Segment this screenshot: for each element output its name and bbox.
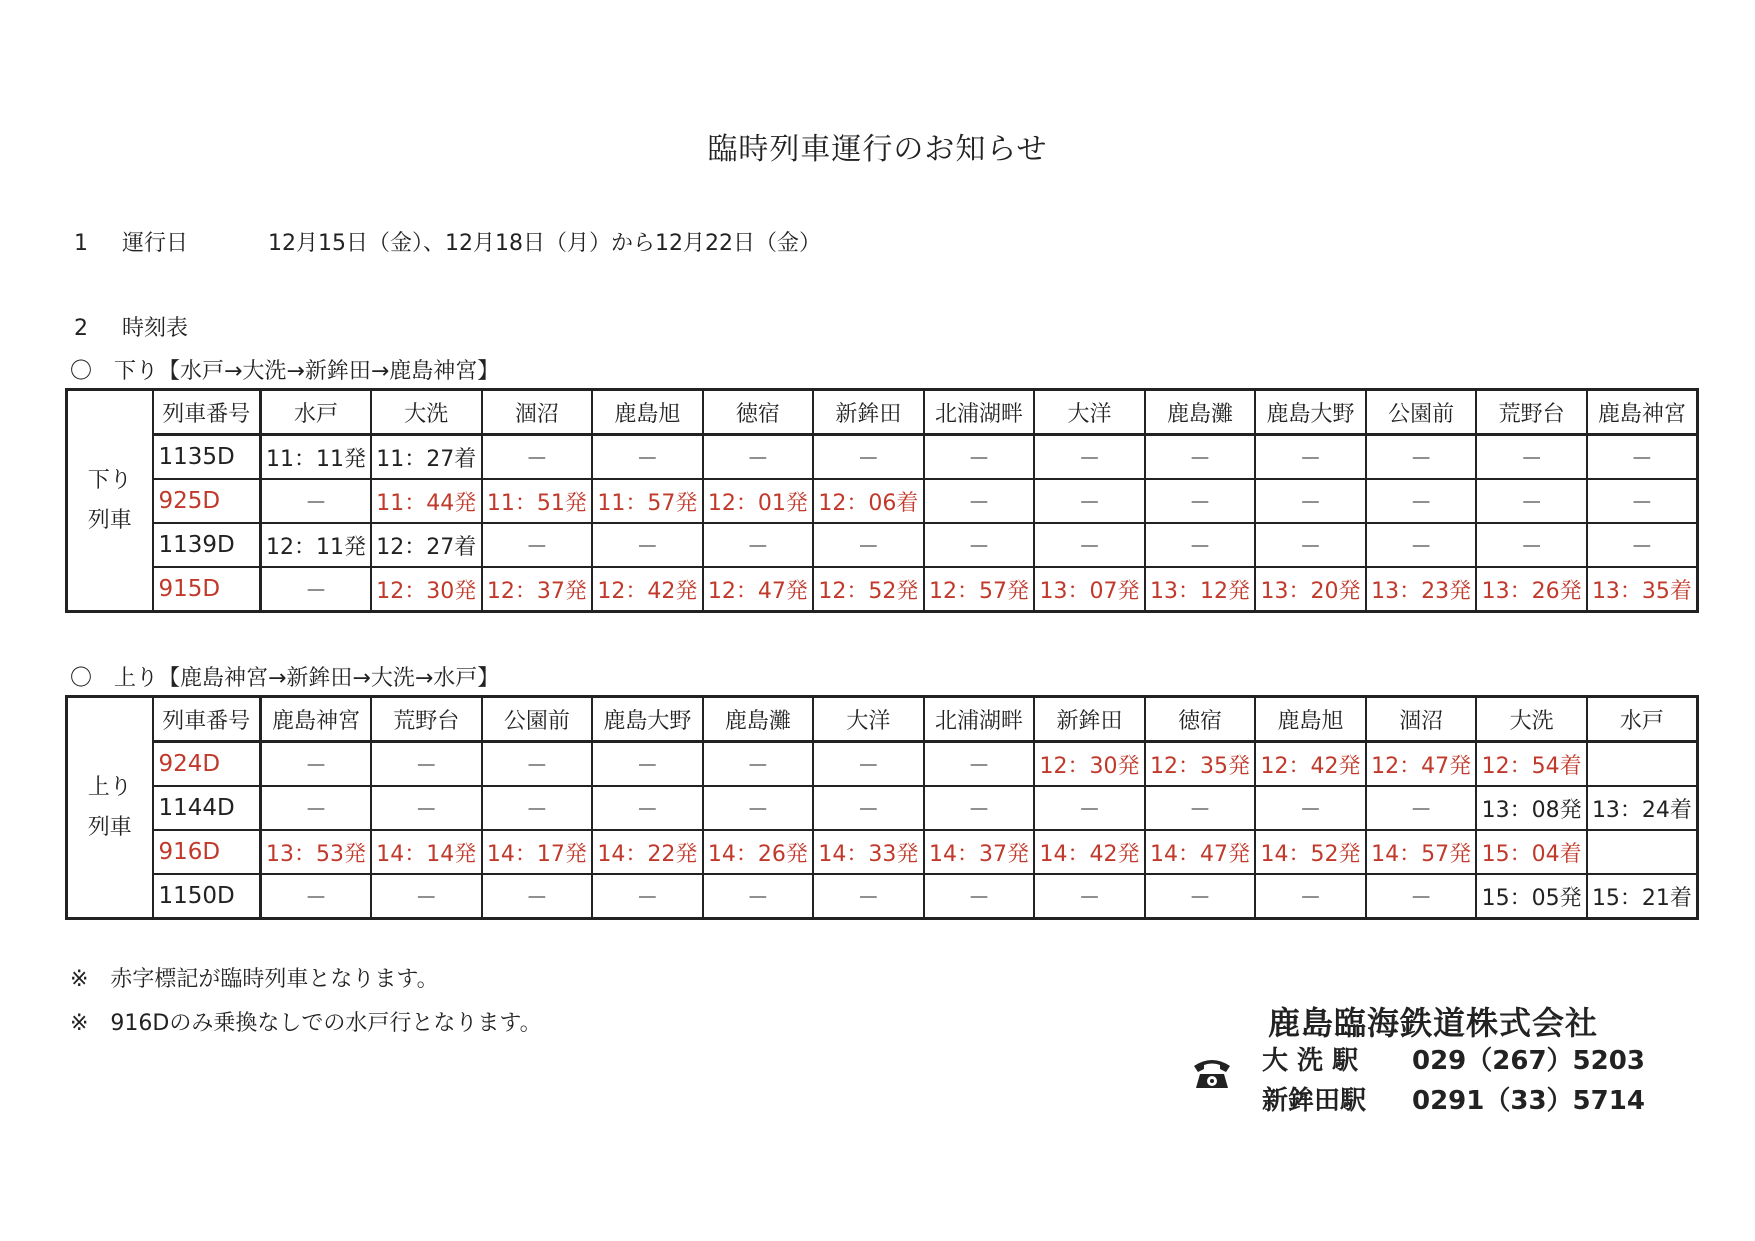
time-cell: 12：52発: [813, 567, 924, 612]
telephone-icon: [1190, 1052, 1234, 1092]
time-cell: －: [703, 742, 814, 787]
station-header: 水戸: [1587, 697, 1698, 742]
header-row: [67, 390, 1698, 435]
time-cell: 13：23発: [1366, 567, 1477, 612]
time-cell: 12：47発: [703, 567, 814, 612]
time-cell: －: [1255, 435, 1366, 480]
time-cell: －: [482, 742, 593, 787]
section-label: 運行日: [122, 231, 189, 256]
time-cell: －: [371, 742, 482, 787]
time-cell: 14：26発: [703, 830, 814, 874]
station-header: 鹿島旭: [1255, 697, 1366, 742]
train-row: [67, 479, 1698, 523]
time-cell: 15：04着: [1476, 830, 1587, 874]
operation-date-value: 12月15日（金）、12月18日（月）から12月22日（金）: [268, 231, 821, 256]
time-cell: 15：05発: [1476, 874, 1587, 919]
time-cell: －: [1145, 523, 1256, 567]
time-cell: 13：20発: [1255, 567, 1366, 612]
time-cell: －: [482, 786, 593, 830]
timetable-section: [74, 311, 188, 342]
time-cell: －: [1255, 523, 1366, 567]
time-cell: －: [261, 742, 372, 787]
station-header: 鹿島灘: [1145, 390, 1256, 435]
note-red-text: ※ 赤字標記が臨時列車となります。: [70, 967, 439, 992]
time-cell: －: [1476, 523, 1587, 567]
station-header: 新鉾田: [1034, 697, 1145, 742]
down-timetable: [65, 388, 1699, 613]
station-header: 涸沼: [482, 390, 593, 435]
time-cell: 11：27着: [371, 435, 482, 480]
time-cell: －: [1366, 523, 1477, 567]
section-number: 2: [74, 316, 88, 341]
time-cell: 12：01発: [703, 479, 814, 523]
time-cell: 13：35着: [1587, 567, 1698, 612]
time-cell: 12：42発: [1255, 742, 1366, 787]
train-number-header: 列車番号: [153, 390, 261, 435]
time-cell: －: [813, 874, 924, 919]
time-cell: －: [703, 435, 814, 480]
time-cell: －: [371, 786, 482, 830]
time-cell: 13：12発: [1145, 567, 1256, 612]
direction-label-line: 下り: [87, 467, 132, 493]
time-cell: －: [1145, 786, 1256, 830]
time-cell: 12：35発: [1145, 742, 1256, 787]
time-cell: 13：07発: [1034, 567, 1145, 612]
train-number: 925D: [153, 479, 261, 523]
time-cell: －: [1145, 479, 1256, 523]
time-cell: －: [1034, 479, 1145, 523]
time-cell: 14：22発: [592, 830, 703, 874]
time-cell: 13：53発: [261, 830, 372, 874]
station-header: 鹿島大野: [1255, 390, 1366, 435]
station-header: 鹿島神宮: [261, 697, 372, 742]
station-header: 大洗: [371, 390, 482, 435]
time-cell: －: [261, 567, 372, 612]
section-number: 1: [74, 231, 88, 256]
time-cell: 12：57発: [924, 567, 1035, 612]
time-cell: －: [592, 874, 703, 919]
contact-shinhokota: [1262, 1080, 1645, 1117]
time-cell: 11：57発: [592, 479, 703, 523]
time-cell: 12：47発: [1366, 742, 1477, 787]
time-cell: －: [924, 742, 1035, 787]
train-number: 924D: [153, 742, 261, 787]
train-number: 915D: [153, 567, 261, 612]
note-916d: ※ 916Dのみ乗換なしでの水戸行となります。: [70, 1011, 542, 1036]
time-cell: －: [924, 523, 1035, 567]
time-cell: －: [1476, 435, 1587, 480]
time-cell: －: [1034, 874, 1145, 919]
direction-label: [67, 697, 153, 919]
station-header: 徳宿: [703, 390, 814, 435]
station-header: 北浦湖畔: [924, 697, 1035, 742]
time-cell: －: [1255, 874, 1366, 919]
station-header: 新鉾田: [813, 390, 924, 435]
time-cell: 12：37発: [482, 567, 593, 612]
header-row: [67, 697, 1698, 742]
station-header: 公園前: [482, 697, 593, 742]
station-header: 徳宿: [1145, 697, 1256, 742]
train-number-header: 列車番号: [153, 697, 261, 742]
time-cell: 14：52発: [1255, 830, 1366, 874]
time-cell: 12：27着: [371, 523, 482, 567]
time-cell: 15：21着: [1587, 874, 1698, 919]
station-header: 荒野台: [1476, 390, 1587, 435]
time-cell: －: [924, 435, 1035, 480]
train-row: [67, 742, 1698, 787]
time-cell: －: [924, 479, 1035, 523]
time-cell: －: [813, 523, 924, 567]
time-cell: －: [261, 874, 372, 919]
contact-oarai: [1262, 1040, 1645, 1077]
time-cell: 13：24着: [1587, 786, 1698, 830]
time-cell: 14：47発: [1145, 830, 1256, 874]
time-cell: －: [592, 523, 703, 567]
page-title: 臨時列車運行のお知らせ: [707, 132, 1048, 167]
time-cell: 12：54着: [1476, 742, 1587, 787]
time-cell: －: [1587, 435, 1698, 480]
time-cell: －: [592, 786, 703, 830]
time-cell: －: [1366, 479, 1477, 523]
time-cell: 12：11発: [261, 523, 372, 567]
time-cell: 14：17発: [482, 830, 593, 874]
train-row: [67, 435, 1698, 480]
time-cell: －: [1145, 874, 1256, 919]
time-cell: －: [261, 786, 372, 830]
station-header: 大洋: [1034, 390, 1145, 435]
time-cell: －: [1145, 435, 1256, 480]
time-cell: －: [703, 786, 814, 830]
time-cell: －: [592, 435, 703, 480]
station-header: 鹿島灘: [703, 697, 814, 742]
time-cell: －: [813, 742, 924, 787]
contact-phone: 0291（33）5714: [1412, 1086, 1645, 1116]
contact-station: 大 洗 駅: [1262, 1046, 1359, 1076]
time-cell: 12：06着: [813, 479, 924, 523]
time-cell: －: [482, 874, 593, 919]
time-cell: －: [1587, 479, 1698, 523]
up-timetable: [65, 695, 1699, 920]
time-cell: －: [1366, 435, 1477, 480]
time-cell: －: [1034, 435, 1145, 480]
time-cell: －: [1587, 523, 1698, 567]
time-cell: －: [703, 874, 814, 919]
train-number: 1144D: [153, 786, 261, 830]
train-row: [67, 874, 1698, 919]
time-cell: 11：44発: [371, 479, 482, 523]
time-cell: －: [1476, 479, 1587, 523]
station-header: 水戸: [261, 390, 372, 435]
time-cell: －: [261, 479, 372, 523]
station-header: 大洗: [1476, 697, 1587, 742]
time-cell: －: [813, 435, 924, 480]
time-cell: －: [482, 435, 593, 480]
station-header: 鹿島旭: [592, 390, 703, 435]
station-header: 大洋: [813, 697, 924, 742]
time-cell: －: [1255, 786, 1366, 830]
time-cell: 14：37発: [924, 830, 1035, 874]
direction-label-line: 上り: [87, 774, 132, 800]
operation-date-line: [74, 226, 821, 257]
time-cell: 14：42発: [1034, 830, 1145, 874]
time-cell: －: [482, 523, 593, 567]
time-cell: －: [924, 786, 1035, 830]
time-cell: 14：14発: [371, 830, 482, 874]
station-header: 鹿島神宮: [1587, 390, 1698, 435]
time-cell: －: [1034, 786, 1145, 830]
direction-label-line: 列車: [87, 507, 132, 533]
time-cell: －: [924, 874, 1035, 919]
down-heading: 〇 下り【水戸→大洗→新鉾田→鹿島神宮】: [70, 359, 500, 384]
station-header: 荒野台: [371, 697, 482, 742]
up-heading: 〇 上り【鹿島神宮→新鉾田→大洗→水戸】: [70, 666, 500, 691]
train-number: 916D: [153, 830, 261, 874]
train-number: 1150D: [153, 874, 261, 919]
train-row: [67, 830, 1698, 874]
contact-phone: 029（267）5203: [1412, 1046, 1645, 1076]
time-cell: [1587, 742, 1698, 787]
contact-station: 新鉾田駅: [1262, 1086, 1367, 1116]
time-cell: [1587, 830, 1698, 874]
station-header: 北浦湖畔: [924, 390, 1035, 435]
time-cell: 14：33発: [813, 830, 924, 874]
time-cell: 14：57発: [1366, 830, 1477, 874]
time-cell: －: [1034, 523, 1145, 567]
time-cell: 12：30発: [371, 567, 482, 612]
direction-label-line: 列車: [87, 814, 132, 840]
time-cell: 11：11発: [261, 435, 372, 480]
train-row: [67, 786, 1698, 830]
time-cell: －: [1366, 874, 1477, 919]
time-cell: －: [813, 786, 924, 830]
direction-label: [67, 390, 153, 612]
train-row: [67, 523, 1698, 567]
time-cell: －: [1255, 479, 1366, 523]
time-cell: 13：08発: [1476, 786, 1587, 830]
train-number: 1135D: [153, 435, 261, 480]
time-cell: －: [371, 874, 482, 919]
section-label: 時刻表: [122, 316, 189, 341]
time-cell: －: [703, 523, 814, 567]
train-row: [67, 567, 1698, 612]
time-cell: －: [1366, 786, 1477, 830]
time-cell: －: [592, 742, 703, 787]
station-header: 鹿島大野: [592, 697, 703, 742]
station-header: 涸沼: [1366, 697, 1477, 742]
company-name: 鹿島臨海鉄道株式会社: [1268, 1004, 1599, 1042]
time-cell: 13：26発: [1476, 567, 1587, 612]
time-cell: 12：42発: [592, 567, 703, 612]
station-header: 公園前: [1366, 390, 1477, 435]
time-cell: 11：51発: [482, 479, 593, 523]
train-number: 1139D: [153, 523, 261, 567]
time-cell: 12：30発: [1034, 742, 1145, 787]
